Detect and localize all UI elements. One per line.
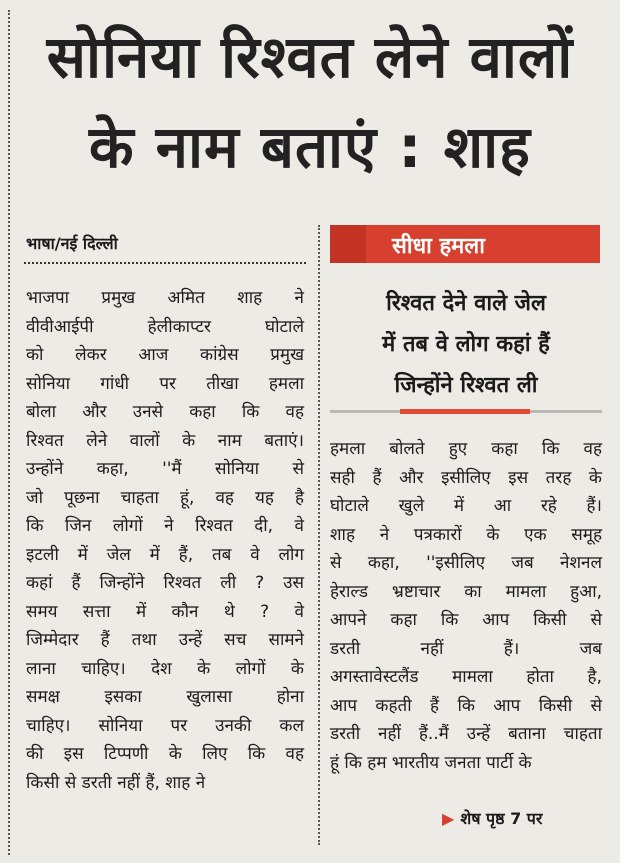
text-line: आपने कहा कि आप किसी से xyxy=(330,610,602,630)
text-line: समक्ष इसका खुलासा होना xyxy=(26,687,304,707)
label-band xyxy=(330,225,366,263)
pull-quote-accent xyxy=(400,409,530,414)
sidebar-label: सीधा हमला xyxy=(392,234,485,259)
text-line: भाजपा प्रमुख अमित शाह ने xyxy=(26,288,304,308)
pull-quote-line: जिन्होंने रिश्वत ली xyxy=(394,373,538,398)
text-line: वीवीआईपी हेलीकाप्टर घोटाले xyxy=(26,316,304,337)
text-line: को लेकर आज कांग्रेस प्रमुख xyxy=(26,345,304,365)
arrow-icon: ▶ xyxy=(442,809,455,828)
text-line: हेराल्ड भ्रष्टाचार का मामला हुआ, xyxy=(330,581,602,602)
pull-quote-line: में तब वे लोग कहां हैं xyxy=(382,332,550,357)
text-line: की इस टिप्पणी के लिए कि वह xyxy=(26,744,304,764)
left-border-dots xyxy=(8,10,10,855)
text-line: चाहिए। सोनिया पर उनकी कल xyxy=(26,715,304,736)
pull-quote-rule xyxy=(330,410,602,413)
text-line: सही हैं और इसीलिए इस तरह के xyxy=(330,467,602,488)
text-line: सोनिया गांधी पर तीखा हमला xyxy=(26,373,304,394)
text-line: हूं कि हम भारतीय जनता पार्टी के xyxy=(330,752,532,773)
continued-text: शेष पृष्ठ 7 पर xyxy=(460,809,543,828)
text-line: कि जिन लोगों ने रिश्वत दी, वे xyxy=(26,516,304,536)
text-line: जिम्मेदार हैं तथा उन्हें सच सामने xyxy=(26,630,304,650)
sidebar-label-box xyxy=(330,225,600,263)
text-line: उन्होंने कहा, ''मैं सोनिया से xyxy=(26,459,304,479)
text-line: लाना चाहिए। देश के लोगों के xyxy=(26,658,304,679)
text-line: जो पूछना चाहता हूं, वह यह है xyxy=(26,487,304,508)
continued-note xyxy=(442,807,542,829)
text-line: किसी से डरती नहीं हैं, शाह ने xyxy=(26,772,206,793)
text-line: इटली में जेल में हैं, तब वे लोग xyxy=(26,544,304,565)
column-divider xyxy=(318,225,320,845)
right-column xyxy=(330,435,602,777)
text-line: आप कहती हैं कि आप किसी से xyxy=(330,695,602,716)
text-line: शाह ने पत्रकारों के एक समूह xyxy=(330,524,602,545)
text-line: समय सत्ता में कौन थे ? वे xyxy=(26,601,304,622)
text-line: कहां हैं जिन्होंने रिश्वत ली ? उस xyxy=(26,573,304,593)
text-line: डरती नहीं हैं। जब xyxy=(330,638,602,659)
byline: भाषा/नई दिल्ली xyxy=(26,234,118,253)
text-line: डरती नहीं हैं..मैं उन्हें बताना चाहता xyxy=(330,724,602,744)
text-line: से कहा, ''इसीलिए जब नेशनल xyxy=(330,553,602,573)
pull-quote-line: रिश्वत देने वाले जेल xyxy=(386,291,546,316)
text-line: बोला और उनसे कहा कि वह xyxy=(26,402,304,422)
text-line: अगस्तावेस्टलैंड मामला होता है, xyxy=(330,667,602,687)
text-line: हमला बोलते हुए कहा कि वह xyxy=(330,439,602,459)
byline-rule xyxy=(24,262,306,264)
headline-line-1: सोनिया रिश्वत लेने वालों xyxy=(46,23,574,91)
headline-line-2: के नाम बताएं : शाह xyxy=(89,113,531,181)
text-line: घोटाले खुले में आ रहे हैं। xyxy=(330,496,602,516)
pull-quote xyxy=(330,283,602,406)
left-column xyxy=(26,284,304,797)
text-line: रिश्वत लेने वालों के नाम बताएं। xyxy=(26,430,304,451)
